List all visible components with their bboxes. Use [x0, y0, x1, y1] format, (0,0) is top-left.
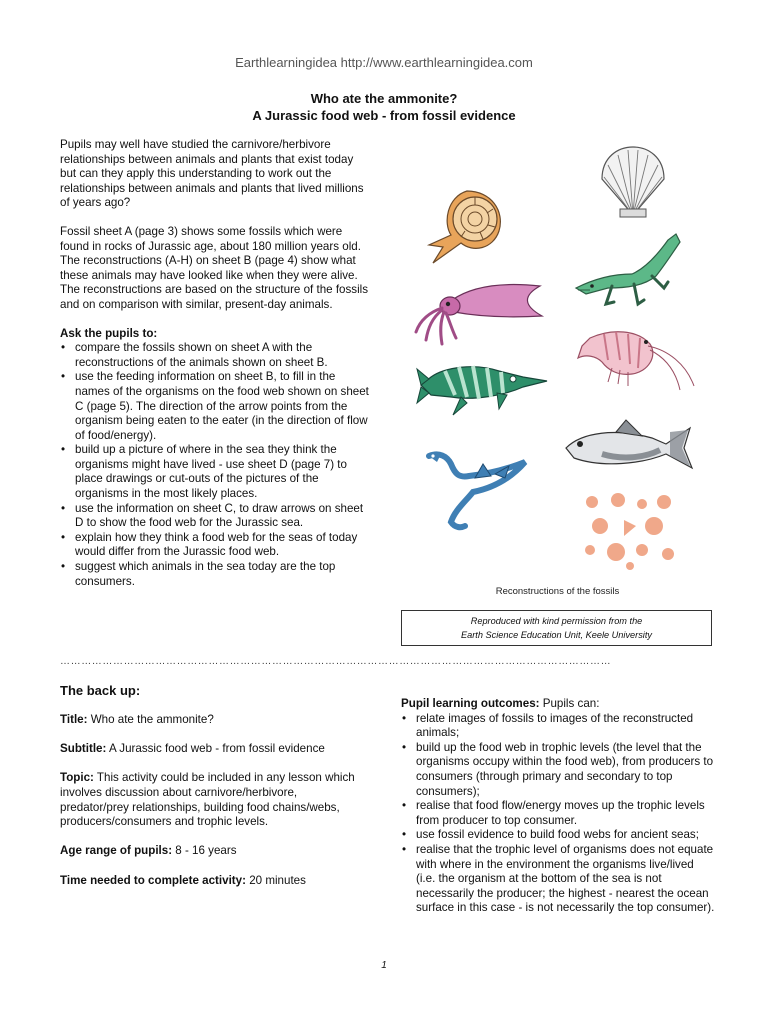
backup-subtitle [60, 742, 365, 757]
plesiosaur-illustration [425, 448, 530, 533]
permission-line-2: Earth Science Education Unit, Keele University [461, 630, 652, 640]
shrimp-illustration [568, 320, 698, 395]
subtitle-value: A Jurassic food web - from fossil evidence [106, 742, 325, 756]
outcomes-intro: Pupils can: [539, 697, 600, 710]
list-item: • use fossil evidence to build food webs for ancient seas; [401, 828, 716, 843]
list-item: • suggest which animals in the sea today are the top consumers. [60, 560, 370, 589]
list-item: • use the information on sheet C, to draw arrows on sheet D to show the food web for the Jurassic sea. [60, 502, 370, 531]
time-label: Time needed to complete activity: [60, 873, 246, 887]
ammonite-illustration [425, 183, 510, 268]
permission-box [401, 610, 712, 646]
list-item: • realise that food flow/energy moves up the trophic levels from producer to top consumer. [401, 799, 716, 828]
intro-paragraph-2: Fossil sheet A (page 3) shows some fossils which were found in rocks of Jurassic age, about 180 million years old. The reconstructions (A-H) on sheet B (page 4) show what these animals may have looked like when they were alive. The reconstructions are based on the structure of the fossils and on comparison with similar, present-day animals. [60, 224, 369, 311]
permission-line-1: Reproduced with kind permission from the [470, 616, 643, 626]
list-item: • explain how they think a food web for the seas of today would differ from the Jurassic food web. [60, 531, 370, 560]
site-header: Earthlearningidea http://www.earthlearningidea.com [235, 55, 533, 70]
age-value: 8 - 16 years [172, 844, 237, 858]
page-title: Who ate the ammonite? [310, 91, 458, 106]
list-item: • build up the food web in trophic levels (the level that the organisms occupy within the food web), from producers to consumers (through primary and secondary to top consumers); [401, 741, 716, 799]
outcomes-column [401, 697, 716, 916]
plankton-illustration [580, 492, 680, 572]
topic-value: This activity could be included in any lesson which involves discussion about carnivore/herbivore, predator/prey relationships, building food chains/webs, producers/consumers and trophic levels. [60, 771, 355, 829]
outcomes-list [401, 712, 716, 916]
list-item: • realise that the trophic level of organisms does not equate with where in the environment the organisms live/lived (i.e. the organism at the bottom of the sea is not necessarily the producer; the highest - nearest the ocean surface in this case - is not necessarily the top consumer). [401, 843, 716, 916]
list-item: • relate images of fossils to images of the reconstructed animals; [401, 712, 716, 741]
page-number: 1 [381, 960, 387, 971]
ask-list [60, 341, 370, 589]
figure-caption: Reconstructions of the fossils [495, 586, 620, 597]
time-value: 20 minutes [245, 873, 306, 887]
intro-column [60, 138, 370, 589]
crocodile-illustration [572, 230, 687, 310]
title-value: Who ate the ammonite? [87, 713, 214, 726]
intro-paragraph-1: Pupils may well have studied the carnivore/herbivore relationships between animals and plants that exist today but can they apply this understanding to work out the relationships between animals and plants that lived millions of years ago? [60, 138, 364, 210]
backup-heading: The back up: [60, 683, 141, 698]
outcomes-heading [401, 697, 716, 712]
backup-age [60, 844, 365, 859]
backup-time [60, 874, 365, 889]
topic-label: Topic: [60, 771, 94, 785]
list-item: • build up a picture of where in the sea they think the organisms might have lived - use sheet D (page 7) to place drawings or cut-outs of the pictures of the organisms in the most likely places. [60, 443, 370, 501]
list-item: • compare the fossils shown on sheet A with the reconstructions of the animals shown on sheet B. [60, 341, 370, 370]
list-item: • use the feeding information on sheet B, to fill in the names of the organisms on the food web shown on sheet C (page 5). The direction of the arrow points from the organism being eaten to the eater (in the direction of flow of food/energy). [60, 370, 370, 443]
outcomes-label: Pupil learning outcomes: [401, 697, 540, 710]
dotted-separator: ………………………………………………………………………………………………………………………………………… [60, 656, 612, 667]
ichthyosaur-illustration [415, 355, 550, 420]
backup-title [60, 713, 365, 728]
subtitle-label: Subtitle: [60, 742, 107, 756]
backup-column [60, 713, 365, 888]
backup-topic [60, 771, 365, 829]
age-label: Age range of pupils: [60, 844, 173, 858]
ask-heading: Ask the pupils to: [60, 326, 158, 340]
page-subtitle: A Jurassic food web - from fossil evidence [252, 108, 516, 123]
squid-illustration [412, 272, 547, 347]
fish-illustration [562, 418, 697, 473]
scallop-shell-illustration [598, 145, 668, 220]
title-label: Title: [60, 713, 88, 726]
